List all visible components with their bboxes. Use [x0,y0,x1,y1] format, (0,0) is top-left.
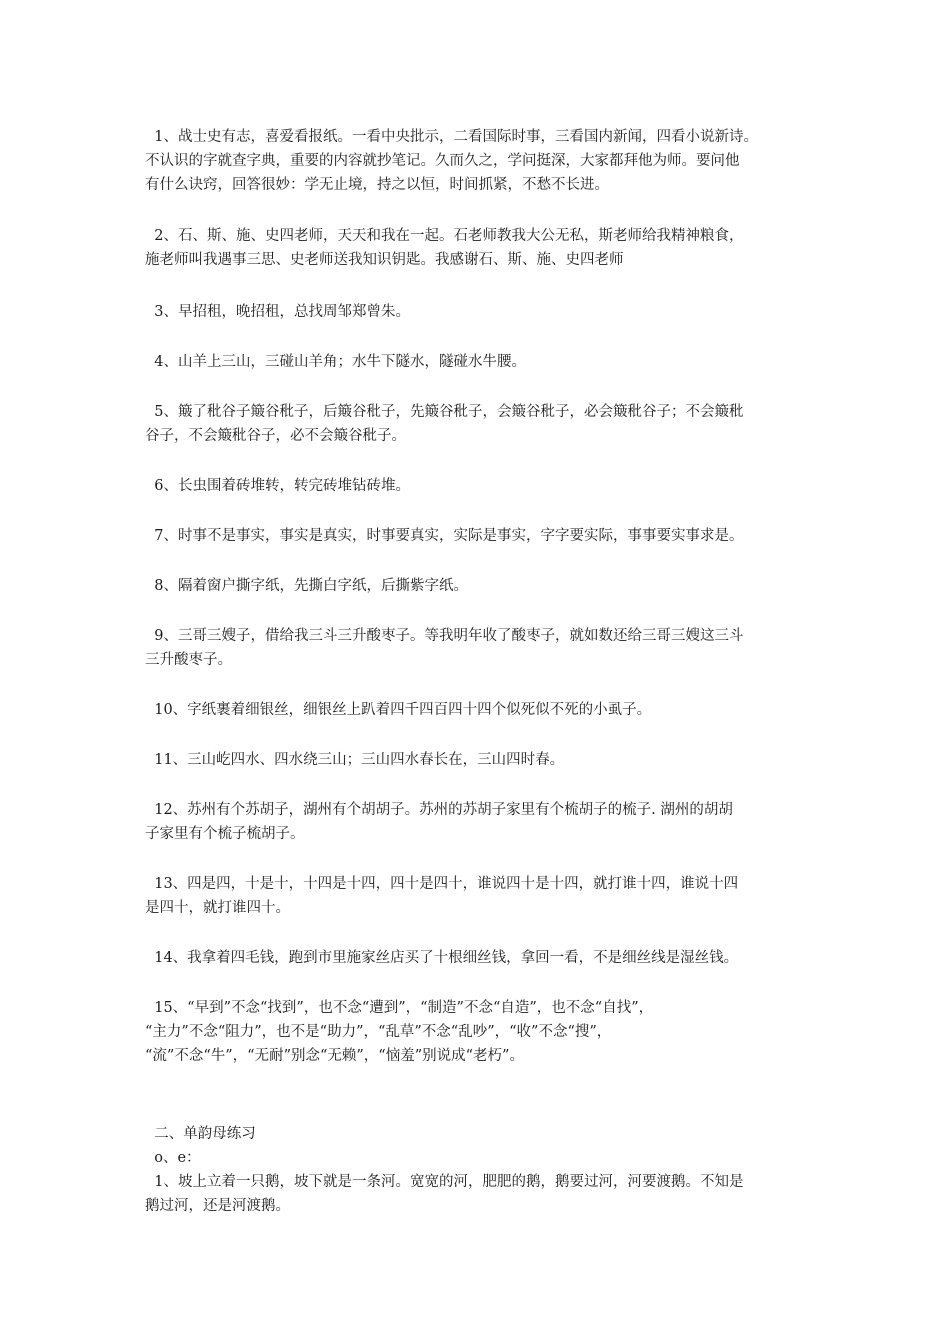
text-line: 5、簸了秕谷子簸谷秕子，后簸谷秕子，先簸谷秕子，会簸谷秕子，必会簸秕谷子；不会簸秕 [145,404,744,420]
text-line: 15、“早到”不念“找到”，也不念“遭到”，“制造”不念“自造”，也不念“自找”， [145,1000,654,1016]
text-line: 不认识的字就查字典，重要的内容就抄笔记。久而久之，学问挺深，大家都拜他为师。要问他 [145,153,740,169]
paragraph-6 [145,474,815,498]
paragraph-9 [145,624,815,672]
text-line: 1、战士史有志，喜爱看报纸。一看中央批示，二看国际时事，三看国内新闻，四看小说新诗。 [145,129,758,145]
text-line: 鹅过河，还是河渡鹅。 [145,1198,290,1214]
text-line: 10、字纸裹着细银丝，细银丝上趴着四千四百四十四个似死似不死的小虱子。 [145,702,652,718]
text-line: 4、山羊上三山，三碰山羊角；水牛下隧水，隧碰水牛腰。 [145,354,526,370]
text-line: o、e： [145,1150,201,1166]
paragraph-5 [145,400,815,448]
paragraph-4 [145,350,815,374]
paragraph-2 [145,224,815,272]
text-line: 有什么诀窍，回答很妙：学无止境，持之以恒，时间抓紧，不愁不长进。 [145,177,609,193]
text-line: 9、三哥三嫂子，借给我三斗三升酸枣子。等我明年收了酸枣子，就如数还给三哥三嫂这三斗 [145,628,744,644]
text-line: 7、时事不是事实，事实是真实，时事要真实，实际是事实，字字要实际，事事要实事求是。 [145,528,744,544]
section-single-finals [145,1122,815,1218]
paragraph-11 [145,748,815,772]
text-line: 三升酸枣子。 [145,652,232,668]
text-line: 施老师叫我遇事三思、史老师送我知识钥匙。我感谢石、斯、施、史四老师 [145,252,624,268]
text-line: “流”不念“牛”，“无耐”别念“无赖”，“恼羞”别说成“老朽”。 [145,1048,524,1064]
text-line: 8、隔着窗户撕字纸，先撕白字纸，后撕紫字纸。 [145,578,468,594]
paragraph-12 [145,798,815,846]
paragraph-7 [145,524,815,548]
text-line: 13、四是四，十是十，十四是十四，四十是四十，谁说四十是十四，就打谁十四，谁说十四 [145,876,739,892]
section-heading: 二、单韵母练习 [145,1126,256,1142]
text-line: 3、早招租，晚招租，总找周邹郑曾朱。 [145,304,410,320]
text-line: 是四十，就打谁四十。 [145,900,290,916]
text-line: 6、长虫围着砖堆转，转完砖堆钻砖堆。 [145,478,410,494]
paragraph-15 [145,996,815,1068]
text-line: 1、坡上立着一只鹅，坡下就是一条河。宽宽的河，肥肥的鹅，鹅要过河，河要渡鹅。不知是 [145,1174,744,1190]
text-line: 子家里有个梳子梳胡子。 [145,826,305,842]
paragraph-8 [145,574,815,598]
paragraph-14 [145,946,815,970]
text-line: “主力”不念“阻力”，也不是“助力”，“乱草”不念“乱吵”，“收”不念“搜”， [145,1024,612,1040]
text-line: 2、石、斯、施、史四老师，天天和我在一起。石老师教我大公无私，斯老师给我精神粮食， [145,228,744,244]
text-line: 12、苏州有个苏胡子，湖州有个胡胡子。苏州的苏胡子家里有个梳胡子的梳子. 湖州的胡胡 [145,802,733,818]
paragraph-3 [145,300,815,324]
paragraph-1 [145,125,815,197]
paragraph-13 [145,872,815,920]
text-line: 谷子，不会簸秕谷子，必不会簸谷秕子。 [145,428,406,444]
text-line: 11、三山屹四水、四水绕三山；三山四水春长在，三山四时春。 [145,752,565,768]
text-line: 14、我拿着四毛钱，跑到市里施家丝店买了十根细丝钱，拿回一看，不是细丝线是湿丝钱。 [145,950,739,966]
paragraph-10 [145,698,815,722]
